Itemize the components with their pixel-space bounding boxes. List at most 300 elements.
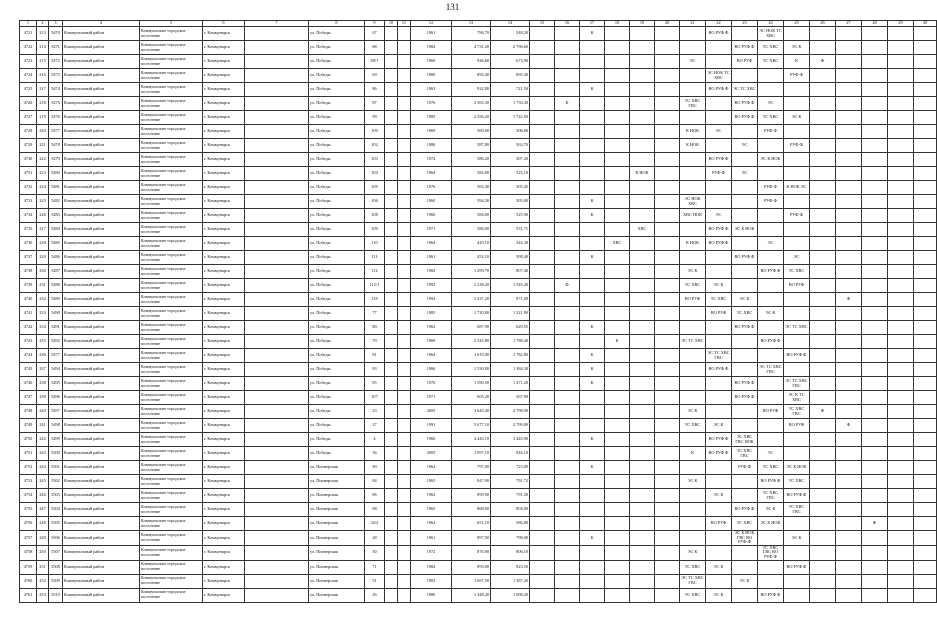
table-cell: [385, 55, 398, 69]
table-cell: Ф: [555, 279, 580, 293]
table-cell: [836, 545, 862, 560]
table-cell: [580, 55, 605, 69]
table-cell: [398, 41, 411, 55]
table-cell: 250: [37, 545, 49, 560]
table-cell: [888, 83, 914, 97]
table-cell: [605, 475, 630, 489]
table-cell: [680, 307, 706, 321]
table-cell: 71: [365, 560, 385, 574]
table-cell: Коммунально-городское поселение: [140, 419, 203, 433]
table-cell: [836, 237, 862, 251]
table-cell: 4736: [20, 237, 37, 251]
table-cell: [630, 377, 655, 391]
table-cell: [555, 503, 580, 517]
table-cell: 226: [37, 209, 49, 223]
table-cell: 899,90: [452, 489, 491, 503]
table-cell: [836, 321, 862, 335]
column-number: 18: [605, 21, 630, 27]
table-cell: [605, 279, 630, 293]
table-cell: [706, 405, 732, 419]
table-cell: [810, 349, 836, 363]
table-cell: [758, 251, 784, 265]
table-cell: [605, 560, 630, 574]
table-cell: [555, 209, 580, 223]
table-cell: 806,10: [491, 545, 530, 560]
table-cell: [836, 139, 862, 153]
table-cell: 895,40: [452, 69, 491, 83]
table-cell: [398, 307, 411, 321]
table-cell: [706, 461, 732, 475]
table-cell: Ф: [862, 517, 888, 531]
table-cell: 1960: [411, 433, 452, 447]
table-cell: [888, 363, 914, 377]
table-cell: 68/1: [365, 55, 385, 69]
table-cell: [836, 307, 862, 321]
table-cell: [810, 237, 836, 251]
table-cell: ул. Победы: [309, 41, 365, 55]
table-cell: 796,70: [452, 27, 491, 41]
table-cell: Коммунально-городское поселение: [140, 69, 203, 83]
column-number: 15: [530, 21, 555, 27]
table-cell: К НОК: [680, 139, 706, 153]
table-cell: 4752: [20, 461, 37, 475]
table-row: [20, 237, 937, 251]
table-cell: [810, 307, 836, 321]
table-cell: ВО РУФ Ф: [732, 391, 758, 405]
table-cell: [680, 517, 706, 531]
table-cell: ул. Победы: [309, 69, 365, 83]
table-cell: 871,00: [491, 293, 530, 307]
table-row: [20, 574, 937, 588]
table-cell: 804,00: [491, 503, 530, 517]
table-cell: 5 677,10: [452, 419, 491, 433]
table-cell: ЭС К: [680, 475, 706, 489]
table-cell: [732, 363, 758, 377]
table-cell: Коммунально-городское поселение: [140, 433, 203, 447]
table-cell: ТС ХВС ГВС: [732, 447, 758, 461]
table-cell: ВО РУФ Ф: [784, 560, 810, 574]
column-number: 2: [37, 21, 49, 27]
column-number: 4: [63, 21, 140, 27]
table-cell: [555, 83, 580, 97]
table-cell: [245, 391, 309, 405]
table-cell: 594,30: [452, 195, 491, 209]
table-cell: [580, 111, 605, 125]
table-cell: 429,10: [452, 237, 491, 251]
table-cell: ВО РУФ Ф: [784, 349, 810, 363]
table-cell: 5482: [49, 195, 63, 209]
table-cell: [245, 83, 309, 97]
table-cell: 27: [365, 419, 385, 433]
table-cell: [888, 251, 914, 265]
table-cell: К НОК ЭС: [784, 181, 810, 195]
table-cell: [862, 27, 888, 41]
table-cell: г. Коммунарск: [203, 377, 245, 391]
table-cell: [655, 560, 680, 574]
table-cell: 1963: [411, 83, 452, 97]
column-number: 16: [555, 21, 580, 27]
table-cell: [862, 293, 888, 307]
table-cell: ВО РУФ: [706, 517, 732, 531]
table-cell: Коммунально-городское поселение: [140, 405, 203, 419]
table-cell: 4754: [20, 489, 37, 503]
table-cell: 1960: [411, 55, 452, 69]
table-cell: [555, 307, 580, 321]
table-cell: 236: [37, 349, 49, 363]
table-cell: 247: [37, 503, 49, 517]
table-cell: ул. Пионерская: [309, 475, 365, 489]
table-cell: ВО РУФ Ф: [758, 265, 784, 279]
table-cell: [580, 588, 605, 602]
table-cell: [655, 195, 680, 209]
table-cell: г. Коммунарск: [203, 349, 245, 363]
table-cell: 81: [365, 349, 385, 363]
table-cell: [385, 363, 398, 377]
table-cell: ХВС: [630, 223, 655, 237]
table-cell: 1 530,80: [452, 363, 491, 377]
table-cell: 4743: [20, 335, 37, 349]
table-cell: ТС ХВС: [732, 307, 758, 321]
table-cell: [605, 83, 630, 97]
table-cell: 798,00: [491, 531, 530, 546]
table-cell: [385, 279, 398, 293]
table-cell: [398, 27, 411, 41]
table-row: [20, 41, 937, 55]
table-cell: 5506: [49, 531, 63, 546]
table-cell: 214: [37, 41, 49, 55]
table-cell: [888, 293, 914, 307]
table-cell: [530, 475, 555, 489]
table-cell: [530, 237, 555, 251]
table-cell: [862, 83, 888, 97]
table-cell: 1962: [411, 517, 452, 531]
table-cell: ЭС НОК ХВС: [680, 195, 706, 209]
table-cell: [605, 125, 630, 139]
table-cell: Коммунальный район: [63, 349, 140, 363]
table-cell: 531,71: [491, 223, 530, 237]
table-cell: [605, 223, 630, 237]
table-cell: [680, 41, 706, 55]
table-cell: [784, 588, 810, 602]
table-cell: 5480: [49, 167, 63, 181]
table-cell: [680, 83, 706, 97]
table-cell: [555, 588, 580, 602]
table-cell: [605, 517, 630, 531]
table-cell: г. Коммунарск: [203, 363, 245, 377]
table-cell: [245, 574, 309, 588]
table-cell: [836, 97, 862, 111]
table-cell: [245, 503, 309, 517]
table-row: [20, 489, 937, 503]
table-cell: [398, 363, 411, 377]
table-cell: [655, 377, 680, 391]
table-cell: [706, 251, 732, 265]
table-cell: 587,80: [452, 139, 491, 153]
table-cell: [655, 475, 680, 489]
table-cell: [810, 419, 836, 433]
table-cell: ТС ХВС: [758, 55, 784, 69]
table-cell: [888, 153, 914, 167]
table-cell: [680, 69, 706, 83]
column-number: 24: [758, 21, 784, 27]
table-cell: 234: [37, 321, 49, 335]
table-cell: 77: [365, 307, 385, 321]
table-cell: Коммунальный район: [63, 405, 140, 419]
table-cell: 244: [37, 461, 49, 475]
table-cell: [758, 223, 784, 237]
table-cell: [862, 167, 888, 181]
table-cell: 563,40: [452, 181, 491, 195]
table-cell: ВО РУФ Ф: [758, 335, 784, 349]
table-row: [20, 251, 937, 265]
table-cell: [630, 475, 655, 489]
table-cell: [888, 209, 914, 223]
table-cell: г. Коммунарск: [203, 167, 245, 181]
table-cell: 584,80: [452, 209, 491, 223]
table-cell: Коммунальный район: [63, 153, 140, 167]
table-cell: [784, 363, 810, 377]
table-cell: Коммунально-городское поселение: [140, 209, 203, 223]
table-cell: [530, 433, 555, 447]
table-cell: ул. Победы: [309, 111, 365, 125]
table-cell: 1 387,20: [491, 574, 530, 588]
table-cell: [245, 41, 309, 55]
table-cell: [530, 139, 555, 153]
table-cell: [530, 111, 555, 125]
table-cell: Коммунально-городское поселение: [140, 181, 203, 195]
table-cell: [732, 349, 758, 363]
table-cell: ул. Победы: [309, 237, 365, 251]
table-cell: [914, 377, 937, 391]
table-cell: 79: [365, 335, 385, 349]
table-cell: 563,70: [491, 139, 530, 153]
table-cell: [914, 251, 937, 265]
table-cell: ЭС: [732, 139, 758, 153]
table-cell: [810, 377, 836, 391]
table-cell: [398, 251, 411, 265]
table-cell: [580, 419, 605, 433]
table-cell: 5489: [49, 293, 63, 307]
table-cell: [630, 195, 655, 209]
table-cell: [580, 279, 605, 293]
table-cell: 223: [37, 167, 49, 181]
table-cell: [758, 293, 784, 307]
table-cell: [732, 405, 758, 419]
table-cell: [398, 69, 411, 83]
table-cell: 1 237,20: [452, 293, 491, 307]
table-cell: 1964: [411, 167, 452, 181]
table-cell: ЭС К: [784, 111, 810, 125]
table-cell: 4757: [20, 531, 37, 546]
table-cell: [555, 349, 580, 363]
table-cell: 4751: [20, 447, 37, 461]
table-cell: 100: [365, 125, 385, 139]
table-cell: ул. Пионерская: [309, 531, 365, 546]
table-cell: [888, 125, 914, 139]
table-cell: [580, 237, 605, 251]
table-cell: [810, 265, 836, 279]
table-cell: Коммунально-городское поселение: [140, 574, 203, 588]
table-cell: ул. Победы: [309, 125, 365, 139]
table-cell: [862, 489, 888, 503]
table-cell: [888, 195, 914, 209]
table-cell: ЭС К: [732, 293, 758, 307]
table-cell: [245, 125, 309, 139]
table-cell: ул. Победы: [309, 279, 365, 293]
table-cell: [810, 461, 836, 475]
table-cell: [914, 153, 937, 167]
table-cell: [530, 517, 555, 531]
table-cell: г. Коммунарск: [203, 237, 245, 251]
table-cell: [655, 167, 680, 181]
table-cell: [398, 391, 411, 405]
table-cell: [605, 377, 630, 391]
table-cell: 67: [365, 27, 385, 41]
table-cell: ЭС: [784, 251, 810, 265]
table-cell: Коммунальный район: [63, 41, 140, 55]
table-cell: [580, 41, 605, 55]
table-row: [20, 335, 937, 349]
table-cell: ул. Победы: [309, 83, 365, 97]
table-cell: Коммунально-городское поселение: [140, 111, 203, 125]
table-cell: ул. Победы: [309, 405, 365, 419]
table-cell: г. Коммунарск: [203, 279, 245, 293]
table-cell: [655, 265, 680, 279]
table-cell: [680, 251, 706, 265]
table-cell: [655, 125, 680, 139]
table-cell: [810, 475, 836, 489]
table-cell: [580, 97, 605, 111]
column-number: 10: [385, 21, 398, 27]
table-cell: [810, 83, 836, 97]
table-cell: [706, 139, 732, 153]
table-cell: [680, 391, 706, 405]
table-cell: Коммунальный район: [63, 447, 140, 461]
column-number: 9: [365, 21, 385, 27]
table-cell: [862, 153, 888, 167]
table-cell: [655, 27, 680, 41]
table-cell: [888, 265, 914, 279]
table-cell: [245, 475, 309, 489]
table-cell: ВО РУФ Ф: [732, 503, 758, 517]
table-cell: ЭС: [680, 55, 706, 69]
table-cell: 1972: [411, 545, 452, 560]
table-cell: [914, 489, 937, 503]
table-cell: [732, 27, 758, 41]
table-cell: 108: [365, 209, 385, 223]
table-cell: Коммунально-городское поселение: [140, 517, 203, 531]
table-cell: [810, 195, 836, 209]
column-number: 19: [630, 21, 655, 27]
table-row: [20, 153, 937, 167]
table-cell: [758, 69, 784, 83]
table-cell: [655, 83, 680, 97]
table-cell: 569,00: [452, 125, 491, 139]
table-cell: Коммунальный район: [63, 111, 140, 125]
table-cell: 235: [37, 335, 49, 349]
table-cell: [605, 391, 630, 405]
table-cell: [245, 265, 309, 279]
table-cell: [385, 461, 398, 475]
table-cell: [630, 293, 655, 307]
table-cell: [680, 153, 706, 167]
table-cell: [398, 237, 411, 251]
table-cell: [810, 588, 836, 602]
table-cell: [555, 574, 580, 588]
table-cell: [385, 517, 398, 531]
table-cell: 5476: [49, 111, 63, 125]
table-cell: ЭС ТС ХВС: [784, 321, 810, 335]
table-cell: [914, 41, 937, 55]
table-cell: [888, 447, 914, 461]
table-cell: ВО РУФ Ф: [732, 251, 758, 265]
table-cell: [862, 111, 888, 125]
table-row: [20, 321, 937, 335]
table-cell: [530, 83, 555, 97]
table-cell: [630, 447, 655, 461]
table-cell: [630, 237, 655, 251]
table-cell: [914, 588, 937, 602]
table-cell: [555, 461, 580, 475]
table-cell: г. Коммунарск: [203, 531, 245, 546]
table-cell: РУФ Ф: [758, 195, 784, 209]
table-cell: [580, 153, 605, 167]
table-cell: 4724: [20, 69, 37, 83]
table-cell: ВО РУФ Ф: [706, 27, 732, 41]
table-cell: Коммунальный район: [63, 83, 140, 97]
table-cell: [555, 531, 580, 546]
table-cell: [888, 321, 914, 335]
table-cell: [605, 195, 630, 209]
table-cell: ул. Победы: [309, 55, 365, 69]
table-cell: [245, 447, 309, 461]
table-cell: [758, 433, 784, 447]
table-cell: Коммунальный район: [63, 167, 140, 181]
table-cell: [758, 560, 784, 574]
table-cell: ТС ХВС ГВС: [758, 489, 784, 503]
table-cell: [862, 545, 888, 560]
table-cell: [836, 461, 862, 475]
table-cell: ЭС ТС ХВС: [680, 335, 706, 349]
table-cell: [655, 503, 680, 517]
table-cell: 4721: [20, 27, 37, 41]
table-cell: [630, 153, 655, 167]
table-cell: К: [580, 531, 605, 546]
table-cell: [655, 139, 680, 153]
table-cell: 5484: [49, 223, 63, 237]
table-cell: [655, 209, 680, 223]
table-cell: [862, 209, 888, 223]
table-cell: 4759: [20, 560, 37, 574]
table-row: [20, 475, 937, 489]
table-row: [20, 377, 937, 391]
table-cell: [630, 55, 655, 69]
table-cell: ТС ХВС: [732, 517, 758, 531]
table-cell: ВО РУФ Ф: [784, 489, 810, 503]
table-cell: [385, 209, 398, 223]
table-cell: 582,80: [452, 167, 491, 181]
table-cell: Коммунальный район: [63, 461, 140, 475]
table-cell: г. Коммунарск: [203, 545, 245, 560]
table-cell: [784, 545, 810, 560]
table-cell: г. Коммунарск: [203, 489, 245, 503]
table-cell: [836, 363, 862, 377]
table-cell: [836, 391, 862, 405]
table-cell: [385, 349, 398, 363]
table-cell: [914, 237, 937, 251]
table-cell: 105: [365, 181, 385, 195]
table-cell: [385, 265, 398, 279]
